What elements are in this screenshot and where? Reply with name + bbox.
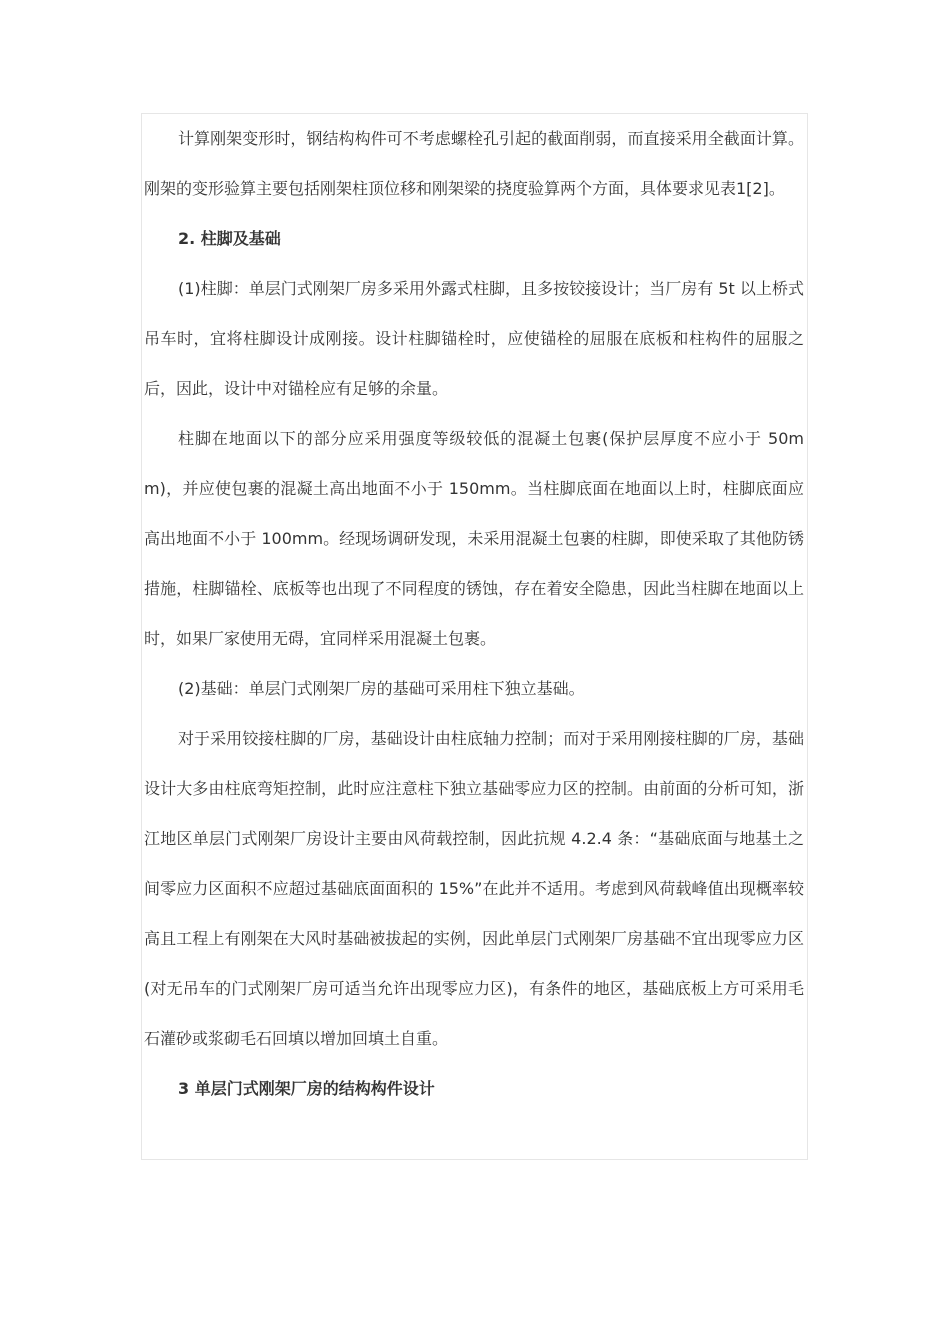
paragraph-foundation: (2)基础：单层门式刚架厂房的基础可采用柱下独立基础。 [178, 679, 585, 698]
paragraph-frame-deformation: 计算刚架变形时，钢结构构件可不考虑螺栓孔引起的截面削弱，而直接采用全截面计算。刚架的变形验算主要包括刚架柱顶位移和刚架梁的挠度验算两个方面，具体要求见表1[2]。 [144, 129, 804, 198]
paragraph-concrete-encasement: 柱脚在地面以下的部分应采用强度等级较低的混凝土包裹(保护层厚度不应小于 50mm)，并应使包裹的混凝土高出地面不小于 150mm。当柱脚底面在地面以上时，柱脚底面应高出地面不小于 100mm。经现场调研发现，未采用混凝土包裹的柱脚，即使采取了其他防锈措施，柱脚锚栓、底板等也出现了不同程度的锈蚀，存在着安全隐患，因此当柱脚在地面以上时，如果厂家使用无碍，宜同样采用混凝土包裹。 [144, 429, 804, 648]
section-heading-column-base-foundation: 2. 柱脚及基础 [178, 229, 281, 248]
paragraph-column-base: (1)柱脚：单层门式刚架厂房多采用外露式柱脚，且多按铰接设计；当厂房有 5t 以上桥式吊车时，宜将柱脚设计成刚接。设计柱脚锚栓时，应使锚栓的屈服在底板和柱构件的屈服之后，因此，设计中对锚栓应有足够的余量。 [144, 279, 804, 398]
paragraph-zero-stress-zone: 对于采用铰接柱脚的厂房，基础设计由柱底轴力控制；而对于采用刚接柱脚的厂房，基础设计大多由柱底弯矩控制，此时应注意柱下独立基础零应力区的控制。由前面的分析可知，浙江地区单层门式刚架厂房设计主要由风荷载控制，因此抗规 4.2.4 条：“基础底面与地基土之间零应力区面积不应超过基础底面面积的 15%”在此并不适用。考虑到风荷载峰值出现概率较高且工程上有刚架在大风时基础被拔起的实例，因此单层门式刚架厂房基础不宜出现零应力区(对无吊车的门式刚架厂房可适当允许出现零应力区)，有条件的地区，基础底板上方可采用毛石灌砂或浆砌毛石回填以增加回填土自重。 [144, 729, 804, 1048]
section-heading-structural-members: 3 单层门式刚架厂房的结构构件设计 [178, 1079, 435, 1098]
article-body [144, 114, 804, 1114]
